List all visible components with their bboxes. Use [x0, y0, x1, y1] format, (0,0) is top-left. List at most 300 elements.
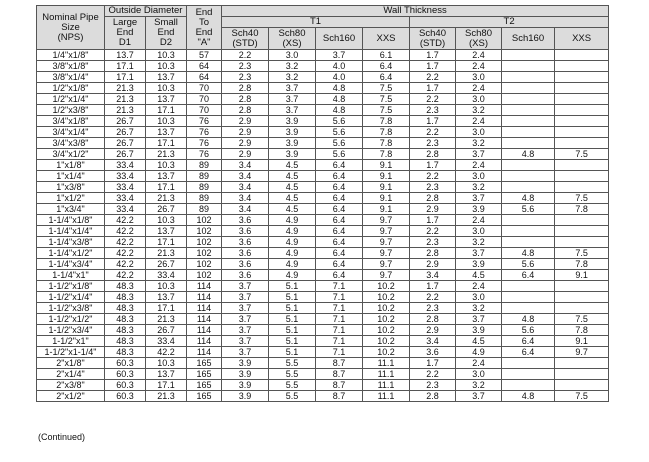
header-small-end: Small End D2 [146, 17, 187, 50]
table-cell: 7.1 [316, 347, 363, 358]
table-cell: 3.9 [222, 358, 269, 369]
table-cell: 3.0 [456, 127, 502, 138]
table-cell: 4.5 [456, 336, 502, 347]
table-cell: 4.9 [269, 226, 316, 237]
table-cell: 2.3 [410, 182, 456, 193]
table-cell-size: 3/4"x1/4" [37, 127, 105, 138]
table-cell: 2.2 [410, 226, 456, 237]
table-cell: 5.1 [269, 325, 316, 336]
table-cell: 4.9 [269, 259, 316, 270]
table-body [37, 50, 609, 402]
table-cell: 6.4 [316, 270, 363, 281]
table-cell: 2.4 [456, 160, 502, 171]
table-cell: 17.1 [146, 138, 187, 149]
header-t1-sch40: Sch40 (STD) [222, 28, 269, 50]
table-cell: 89 [187, 193, 222, 204]
table-cell: 10.3 [146, 160, 187, 171]
table-cell: 11.1 [363, 358, 410, 369]
table-cell: 2.8 [222, 105, 269, 116]
table-row [37, 248, 609, 259]
table-cell [555, 138, 609, 149]
table-cell: 4.9 [269, 248, 316, 259]
table-cell-size: 2"x1/8" [37, 358, 105, 369]
table-cell [555, 215, 609, 226]
table-row [37, 83, 609, 94]
header-t1: T1 [222, 17, 410, 28]
table-cell: 21.3 [146, 248, 187, 259]
table-cell: 8.7 [316, 380, 363, 391]
table-cell: 7.5 [363, 83, 410, 94]
table-cell: 7.1 [316, 325, 363, 336]
table-cell: 10.2 [363, 314, 410, 325]
header-t2: T2 [410, 17, 609, 28]
table-cell: 3.2 [456, 303, 502, 314]
table-row [37, 204, 609, 215]
header-t2-sch160: Sch160 [502, 28, 555, 50]
table-cell: 60.3 [105, 380, 146, 391]
table-cell: 26.7 [146, 259, 187, 270]
table-cell-size: 2"x1/4" [37, 369, 105, 380]
table-cell [555, 50, 609, 61]
table-row [37, 369, 609, 380]
table-cell: 4.8 [316, 83, 363, 94]
table-cell [555, 61, 609, 72]
table-cell: 165 [187, 380, 222, 391]
table-cell: 48.3 [105, 336, 146, 347]
table-cell: 70 [187, 83, 222, 94]
table-cell: 26.7 [105, 116, 146, 127]
table-cell: 102 [187, 226, 222, 237]
table-cell: 102 [187, 259, 222, 270]
table-row [37, 270, 609, 281]
table-cell: 7.5 [555, 391, 609, 402]
table-cell: 3.2 [456, 237, 502, 248]
table-cell: 4.5 [269, 182, 316, 193]
table-cell: 1.7 [410, 215, 456, 226]
table-cell: 2.8 [410, 149, 456, 160]
table-cell: 76 [187, 116, 222, 127]
table-cell: 89 [187, 160, 222, 171]
table-cell: 3.2 [269, 61, 316, 72]
header-t1-sch80: Sch80 (XS) [269, 28, 316, 50]
table-row [37, 259, 609, 270]
table-cell: 2.4 [456, 61, 502, 72]
table-cell-size: 1/2"x1/8" [37, 83, 105, 94]
table-cell: 4.5 [269, 171, 316, 182]
table-cell: 21.3 [146, 391, 187, 402]
table-cell: 3.9 [222, 380, 269, 391]
table-cell: 48.3 [105, 303, 146, 314]
table-cell: 4.8 [316, 105, 363, 116]
table-cell [555, 358, 609, 369]
table-cell: 1.7 [410, 50, 456, 61]
table-cell: 6.4 [316, 182, 363, 193]
table-cell: 102 [187, 270, 222, 281]
table-cell: 2.8 [222, 83, 269, 94]
table-row [37, 138, 609, 149]
table-cell: 13.7 [105, 50, 146, 61]
table-cell: 10.2 [363, 325, 410, 336]
table-cell [555, 182, 609, 193]
table-cell: 10.3 [146, 215, 187, 226]
table-row [37, 171, 609, 182]
table-cell: 2.4 [456, 358, 502, 369]
table-cell: 2.8 [410, 391, 456, 402]
table-cell: 7.5 [363, 94, 410, 105]
table-cell [502, 116, 555, 127]
table-cell: 17.1 [146, 237, 187, 248]
table-cell: 3.7 [456, 248, 502, 259]
table-cell: 17.1 [105, 61, 146, 72]
table-cell: 7.5 [555, 193, 609, 204]
table-cell: 3.9 [269, 127, 316, 138]
table-cell: 13.7 [146, 94, 187, 105]
table-cell: 3.4 [222, 193, 269, 204]
table-cell: 33.4 [105, 182, 146, 193]
header-nominal-size: Nominal Pipe Size (NPS) [37, 6, 105, 50]
table-cell: 6.4 [316, 226, 363, 237]
table-cell: 10.3 [146, 281, 187, 292]
table-cell: 114 [187, 303, 222, 314]
table-cell: 8.7 [316, 358, 363, 369]
table-cell: 11.1 [363, 391, 410, 402]
table-row [37, 347, 609, 358]
table-cell: 3.6 [222, 248, 269, 259]
table-cell: 70 [187, 94, 222, 105]
table-cell: 7.1 [316, 303, 363, 314]
table-cell: 5.1 [269, 336, 316, 347]
table-cell [555, 116, 609, 127]
table-cell: 8.7 [316, 391, 363, 402]
table-cell: 1.7 [410, 61, 456, 72]
table-cell [502, 127, 555, 138]
table-cell [555, 127, 609, 138]
table-cell: 6.4 [316, 259, 363, 270]
table-row [37, 215, 609, 226]
table-cell: 3.9 [222, 391, 269, 402]
table-cell: 2.8 [410, 193, 456, 204]
pipe-dimension-table [36, 5, 609, 402]
table-cell: 3.9 [456, 204, 502, 215]
table-cell [502, 105, 555, 116]
table-cell: 10.2 [363, 281, 410, 292]
table-cell: 2.4 [456, 215, 502, 226]
table-cell: 114 [187, 292, 222, 303]
table-cell: 26.7 [146, 325, 187, 336]
table-cell [555, 369, 609, 380]
table-cell: 13.7 [146, 292, 187, 303]
table-cell: 4.8 [316, 94, 363, 105]
table-cell: 48.3 [105, 347, 146, 358]
table-cell: 9.1 [363, 171, 410, 182]
table-cell-size: 1-1/4"x1/8" [37, 215, 105, 226]
table-cell: 76 [187, 127, 222, 138]
table-cell: 3.7 [456, 314, 502, 325]
table-cell [502, 281, 555, 292]
table-cell: 4.5 [269, 193, 316, 204]
table-cell: 4.9 [456, 347, 502, 358]
table-cell: 2.8 [410, 314, 456, 325]
table-cell: 6.4 [363, 61, 410, 72]
table-cell: 3.2 [269, 72, 316, 83]
table-cell: 89 [187, 204, 222, 215]
table-cell: 33.4 [105, 204, 146, 215]
table-cell: 21.3 [146, 193, 187, 204]
table-cell: 76 [187, 149, 222, 160]
table-cell: 2.3 [410, 105, 456, 116]
table-cell: 21.3 [105, 105, 146, 116]
table-cell: 8.7 [316, 369, 363, 380]
table-cell: 9.1 [555, 336, 609, 347]
table-cell: 165 [187, 358, 222, 369]
table-cell-size: 1"x3/4" [37, 204, 105, 215]
table-cell-size: 1-1/4"x1/2" [37, 248, 105, 259]
table-cell: 9.7 [363, 237, 410, 248]
table-cell: 17.1 [105, 72, 146, 83]
table-cell: 2.3 [222, 72, 269, 83]
table-cell: 10.3 [146, 83, 187, 94]
table-cell: 2.8 [222, 94, 269, 105]
table-row [37, 336, 609, 347]
table-cell [555, 160, 609, 171]
table-row [37, 61, 609, 72]
table-cell: 48.3 [105, 314, 146, 325]
table-cell: 7.8 [555, 325, 609, 336]
table-cell-size: 1"x3/8" [37, 182, 105, 193]
header-large-end: Large End D1 [105, 17, 146, 50]
table-cell-size: 1-1/4"x1/4" [37, 226, 105, 237]
table-cell: 3.4 [410, 336, 456, 347]
table-cell: 64 [187, 61, 222, 72]
header-wall-thickness: Wall Thickness [222, 6, 609, 17]
table-cell [502, 237, 555, 248]
table-cell [555, 292, 609, 303]
table-cell: 9.1 [363, 193, 410, 204]
table-cell: 33.4 [105, 160, 146, 171]
table-cell: 3.7 [269, 94, 316, 105]
table-cell: 9.7 [555, 347, 609, 358]
table-cell: 3.7 [456, 149, 502, 160]
table-cell: 10.3 [146, 116, 187, 127]
table-cell: 3.4 [410, 270, 456, 281]
table-cell: 4.5 [269, 160, 316, 171]
table-cell: 42.2 [146, 347, 187, 358]
table-cell: 2.9 [222, 149, 269, 160]
table-cell: 165 [187, 391, 222, 402]
table-cell [502, 380, 555, 391]
table-cell: 21.3 [146, 149, 187, 160]
table-cell: 114 [187, 314, 222, 325]
table-cell: 2.2 [222, 50, 269, 61]
table-cell-size: 1-1/2"x1/2" [37, 314, 105, 325]
table-cell: 7.1 [316, 281, 363, 292]
table-row [37, 149, 609, 160]
table-cell-size: 1-1/2"x1" [37, 336, 105, 347]
table-cell-size: 2"x3/8" [37, 380, 105, 391]
table-row [37, 314, 609, 325]
table-cell: 26.7 [105, 149, 146, 160]
table-cell [502, 72, 555, 83]
header-t1-sch160: Sch160 [316, 28, 363, 50]
table-cell [555, 105, 609, 116]
table-row [37, 281, 609, 292]
table-cell: 4.8 [502, 149, 555, 160]
table-cell: 6.4 [316, 204, 363, 215]
header-end-to-end: End To End "A" [187, 6, 222, 50]
table-cell: 42.2 [105, 270, 146, 281]
table-cell [502, 83, 555, 94]
table-cell: 6.4 [316, 237, 363, 248]
table-cell: 4.5 [456, 270, 502, 281]
table-cell [555, 303, 609, 314]
table-cell [502, 94, 555, 105]
table-cell: 2.4 [456, 83, 502, 94]
table-cell-size: 1-1/2"x1/8" [37, 281, 105, 292]
table-cell-size: 1-1/2"x3/8" [37, 303, 105, 314]
table-cell: 64 [187, 72, 222, 83]
table-cell: 7.8 [555, 204, 609, 215]
table-cell: 10.2 [363, 303, 410, 314]
table-cell: 2.3 [410, 303, 456, 314]
table-cell-size: 1"x1/8" [37, 160, 105, 171]
table-cell: 17.1 [146, 380, 187, 391]
table-cell: 5.6 [316, 149, 363, 160]
table-cell: 3.9 [269, 149, 316, 160]
table-cell: 2.2 [410, 72, 456, 83]
table-cell [502, 369, 555, 380]
table-cell: 5.1 [269, 314, 316, 325]
table-cell: 7.8 [363, 127, 410, 138]
table-cell: 5.5 [269, 358, 316, 369]
table-cell: 114 [187, 336, 222, 347]
table-cell: 10.2 [363, 292, 410, 303]
table-row [37, 358, 609, 369]
table-cell: 5.1 [269, 292, 316, 303]
table-cell: 6.4 [316, 193, 363, 204]
table-cell: 11.1 [363, 380, 410, 391]
table-cell: 4.9 [269, 237, 316, 248]
table-cell: 6.4 [363, 72, 410, 83]
table-cell: 5.6 [502, 259, 555, 270]
table-cell: 114 [187, 281, 222, 292]
table-cell: 48.3 [105, 292, 146, 303]
table-cell: 2.9 [410, 259, 456, 270]
table-cell: 2.2 [410, 94, 456, 105]
table-cell: 4.5 [269, 204, 316, 215]
table-cell: 26.7 [105, 127, 146, 138]
table-cell: 5.1 [269, 281, 316, 292]
table-row [37, 226, 609, 237]
table-cell: 1.7 [410, 160, 456, 171]
table-cell: 10.2 [363, 347, 410, 358]
table-cell [502, 182, 555, 193]
table-cell: 42.2 [105, 259, 146, 270]
table-cell: 10.3 [146, 358, 187, 369]
table-cell: 7.8 [363, 116, 410, 127]
table-cell: 3.7 [222, 325, 269, 336]
table-cell: 13.7 [146, 369, 187, 380]
header-t2-xxs: XXS [555, 28, 609, 50]
table-cell: 33.4 [146, 336, 187, 347]
table-cell: 2.4 [456, 50, 502, 61]
table-cell [555, 94, 609, 105]
table-row [37, 50, 609, 61]
table-cell: 3.7 [269, 105, 316, 116]
table-cell: 3.7 [222, 303, 269, 314]
table-cell-size: 2"x1/2" [37, 391, 105, 402]
table-cell [502, 303, 555, 314]
table-cell: 13.7 [146, 72, 187, 83]
table-cell: 114 [187, 325, 222, 336]
table-cell: 2.2 [410, 292, 456, 303]
table-cell [555, 72, 609, 83]
table-cell: 33.4 [105, 171, 146, 182]
table-cell: 3.7 [222, 314, 269, 325]
table-cell: 4.8 [502, 314, 555, 325]
table-cell-size: 1"x1/4" [37, 171, 105, 182]
table-cell: 6.1 [363, 50, 410, 61]
table-cell: 6.4 [316, 160, 363, 171]
table-cell: 3.0 [456, 292, 502, 303]
table-cell: 3.0 [456, 171, 502, 182]
table-cell: 42.2 [105, 226, 146, 237]
table-cell: 89 [187, 171, 222, 182]
table-cell: 9.7 [363, 270, 410, 281]
table-cell-size: 1/2"x1/4" [37, 94, 105, 105]
table-cell: 17.1 [146, 105, 187, 116]
table-cell: 5.1 [269, 303, 316, 314]
table-cell: 102 [187, 237, 222, 248]
table-cell: 2.4 [456, 116, 502, 127]
table-row [37, 193, 609, 204]
table-cell [555, 171, 609, 182]
table-cell: 5.6 [502, 325, 555, 336]
table-cell: 102 [187, 215, 222, 226]
table-cell [502, 160, 555, 171]
table-cell: 4.9 [269, 270, 316, 281]
header-outside-diameter: Outside Diameter [105, 6, 187, 17]
table-cell: 7.1 [316, 336, 363, 347]
table-cell: 21.3 [146, 314, 187, 325]
table-cell: 7.8 [363, 138, 410, 149]
table-row [37, 127, 609, 138]
table-cell: 76 [187, 138, 222, 149]
table-cell: 4.8 [502, 248, 555, 259]
table-cell: 57 [187, 50, 222, 61]
table-cell: 10.2 [363, 336, 410, 347]
header-t1-xxs: XXS [363, 28, 410, 50]
table-cell: 11.1 [363, 369, 410, 380]
table-cell: 4.9 [269, 215, 316, 226]
table-row [37, 72, 609, 83]
table-cell: 9.1 [363, 182, 410, 193]
header-t2-sch80: Sch80 (XS) [456, 28, 502, 50]
table-cell: 60.3 [105, 358, 146, 369]
table-cell: 26.7 [146, 204, 187, 215]
table-cell: 3.6 [222, 259, 269, 270]
table-cell: 7.5 [363, 105, 410, 116]
table-cell: 3.4 [222, 204, 269, 215]
table-cell: 10.3 [146, 61, 187, 72]
table-cell-size: 1/4"x1/8" [37, 50, 105, 61]
table-cell: 33.4 [146, 270, 187, 281]
table-cell: 3.6 [222, 237, 269, 248]
table-cell [555, 226, 609, 237]
table-cell: 2.2 [410, 127, 456, 138]
table-cell: 17.1 [146, 303, 187, 314]
table-cell: 42.2 [105, 237, 146, 248]
table-cell-size: 1"x1/2" [37, 193, 105, 204]
